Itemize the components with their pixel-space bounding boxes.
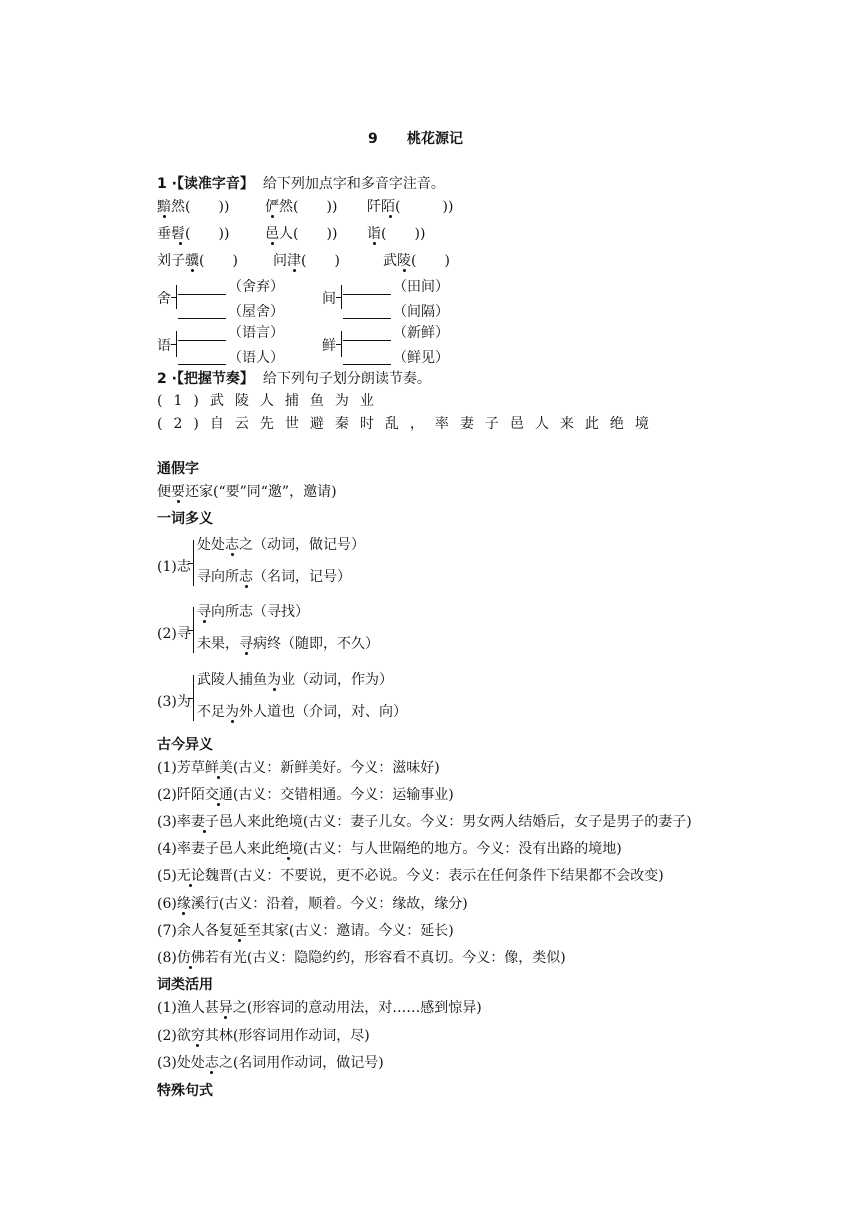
q2-heading: 2 ·【把握节奏】 给下列句子划分朗读节奏。 bbox=[157, 371, 431, 387]
polyphone-char: 间 bbox=[322, 291, 336, 307]
polyphone-char: 舍 bbox=[157, 291, 171, 307]
polyphone-char: 鲜 bbox=[322, 338, 336, 354]
yici-sense: 寻向所志（寻找） bbox=[197, 604, 309, 620]
gujin-item: (4)率妻子邑人来此绝境(古义：与人世隔绝的地方。今义：没有出路的境地) bbox=[157, 841, 622, 857]
answer-blank[interactable] bbox=[178, 318, 226, 319]
polyphone-word: （间隔） bbox=[393, 304, 449, 320]
gujin-item: (5)无论魏晋(古义：不要说，更不必说。今义：表示在任何条件下结果都不会改变) bbox=[157, 868, 664, 884]
polyphone-word: （语人） bbox=[228, 350, 284, 366]
q1-heading: 1 ·【读准字音】 给下列加点字和多音字注音。 bbox=[157, 176, 445, 192]
brace-tip bbox=[336, 297, 342, 298]
yici-label: (1)志 bbox=[157, 559, 191, 575]
section-heading-tongjia: 通假字 bbox=[157, 461, 199, 477]
brace-tip bbox=[171, 344, 177, 345]
title-number: 9 bbox=[368, 131, 378, 147]
brace bbox=[176, 331, 183, 357]
polyphone-word: （舍弃） bbox=[228, 279, 284, 295]
polyphone-word: （语言） bbox=[228, 325, 284, 341]
rhythm-sentence-2: (2)自云先世避秦时乱，率妻子邑人来此绝境 bbox=[157, 416, 660, 432]
brace bbox=[176, 285, 183, 309]
brace-tip bbox=[171, 297, 177, 298]
gujin-item: (8)仿佛若有光(古义：隐隐约约，形容看不真切。今义：像，类似) bbox=[157, 950, 566, 966]
pinyin-item: 垂髫( )) bbox=[157, 226, 230, 242]
gujin-item: (3)率妻子邑人来此绝境(古义：妻子儿女。今义：男女两人结婚后，女子是男子的妻子) bbox=[157, 814, 692, 830]
answer-blank[interactable] bbox=[343, 340, 391, 341]
polyphone-word: （新鲜） bbox=[393, 325, 449, 341]
cilei-item: (1)渔人甚异之(形容词的意动用法，对……感到惊异) bbox=[157, 1000, 482, 1016]
polyphone-char: 语 bbox=[157, 338, 171, 354]
section-heading-gujin: 古今异义 bbox=[157, 737, 213, 753]
page-title: 桃花源记 bbox=[407, 131, 463, 147]
cilei-item: (2)欲穷其林(形容词用作动词，尽) bbox=[157, 1028, 370, 1044]
brace bbox=[341, 331, 348, 357]
section-heading-teshu: 特殊句式 bbox=[157, 1083, 213, 1099]
answer-blank[interactable] bbox=[343, 318, 391, 319]
rhythm-sentence-1: (1)武陵人捕鱼为业 bbox=[157, 393, 385, 409]
brace bbox=[341, 285, 348, 309]
gujin-item: (1)芳草鲜美(古义：新鲜美好。今义：滋味好) bbox=[157, 760, 440, 776]
brace-tip bbox=[188, 630, 194, 631]
pinyin-item: 邑人( )) bbox=[265, 226, 338, 242]
cilei-item: (3)处处志之(名词用作动词，做记号) bbox=[157, 1055, 384, 1071]
brace-tip bbox=[336, 344, 342, 345]
pinyin-item: 黯然( )) bbox=[157, 199, 230, 215]
answer-blank[interactable] bbox=[178, 364, 226, 365]
polyphone-word: （鲜见） bbox=[393, 350, 449, 366]
yici-sense: 寻向所志（名词，记号） bbox=[197, 569, 351, 585]
answer-blank[interactable] bbox=[178, 294, 226, 295]
brace-tip bbox=[188, 563, 194, 564]
tongjia-line: 便要还家(“要”同“邀”，邀请) bbox=[157, 484, 337, 500]
pinyin-item: 刘子骥( ) bbox=[157, 253, 238, 269]
gujin-item: (2)阡陌交通(古义：交错相通。今义：运输事业) bbox=[157, 787, 454, 803]
brace-tip bbox=[188, 698, 194, 699]
pinyin-item: 俨然( )) bbox=[265, 199, 338, 215]
pinyin-item: 武陵( ) bbox=[383, 253, 450, 269]
pinyin-item: 诣( )) bbox=[367, 226, 426, 242]
answer-blank[interactable] bbox=[178, 340, 226, 341]
answer-blank[interactable] bbox=[343, 364, 391, 365]
pinyin-item: 问津( ) bbox=[273, 253, 340, 269]
polyphone-word: （田间） bbox=[393, 279, 449, 295]
yici-label: (2)寻 bbox=[157, 626, 191, 642]
yici-label: (3)为 bbox=[157, 694, 191, 710]
yici-sense: 未果，寻病终（随即，不久） bbox=[197, 636, 379, 652]
answer-blank[interactable] bbox=[343, 294, 391, 295]
gujin-item: (6)缘溪行(古义：沿着，顺着。今义：缘故，缘分) bbox=[157, 896, 468, 912]
polyphone-word: （屋舍） bbox=[228, 304, 284, 320]
yici-sense: 处处志之（动词，做记号） bbox=[197, 537, 365, 553]
yici-sense: 不足为外人道也（介词，对、向） bbox=[197, 704, 407, 720]
section-heading-yici: 一词多义 bbox=[157, 511, 213, 527]
section-heading-cilei: 词类活用 bbox=[157, 977, 213, 993]
gujin-item: (7)余人各复延至其家(古义：邀请。今义：延长) bbox=[157, 923, 454, 939]
yici-sense: 武陵人捕鱼为业（动词，作为） bbox=[197, 672, 393, 688]
pinyin-item: 阡陌( )) bbox=[367, 199, 454, 215]
